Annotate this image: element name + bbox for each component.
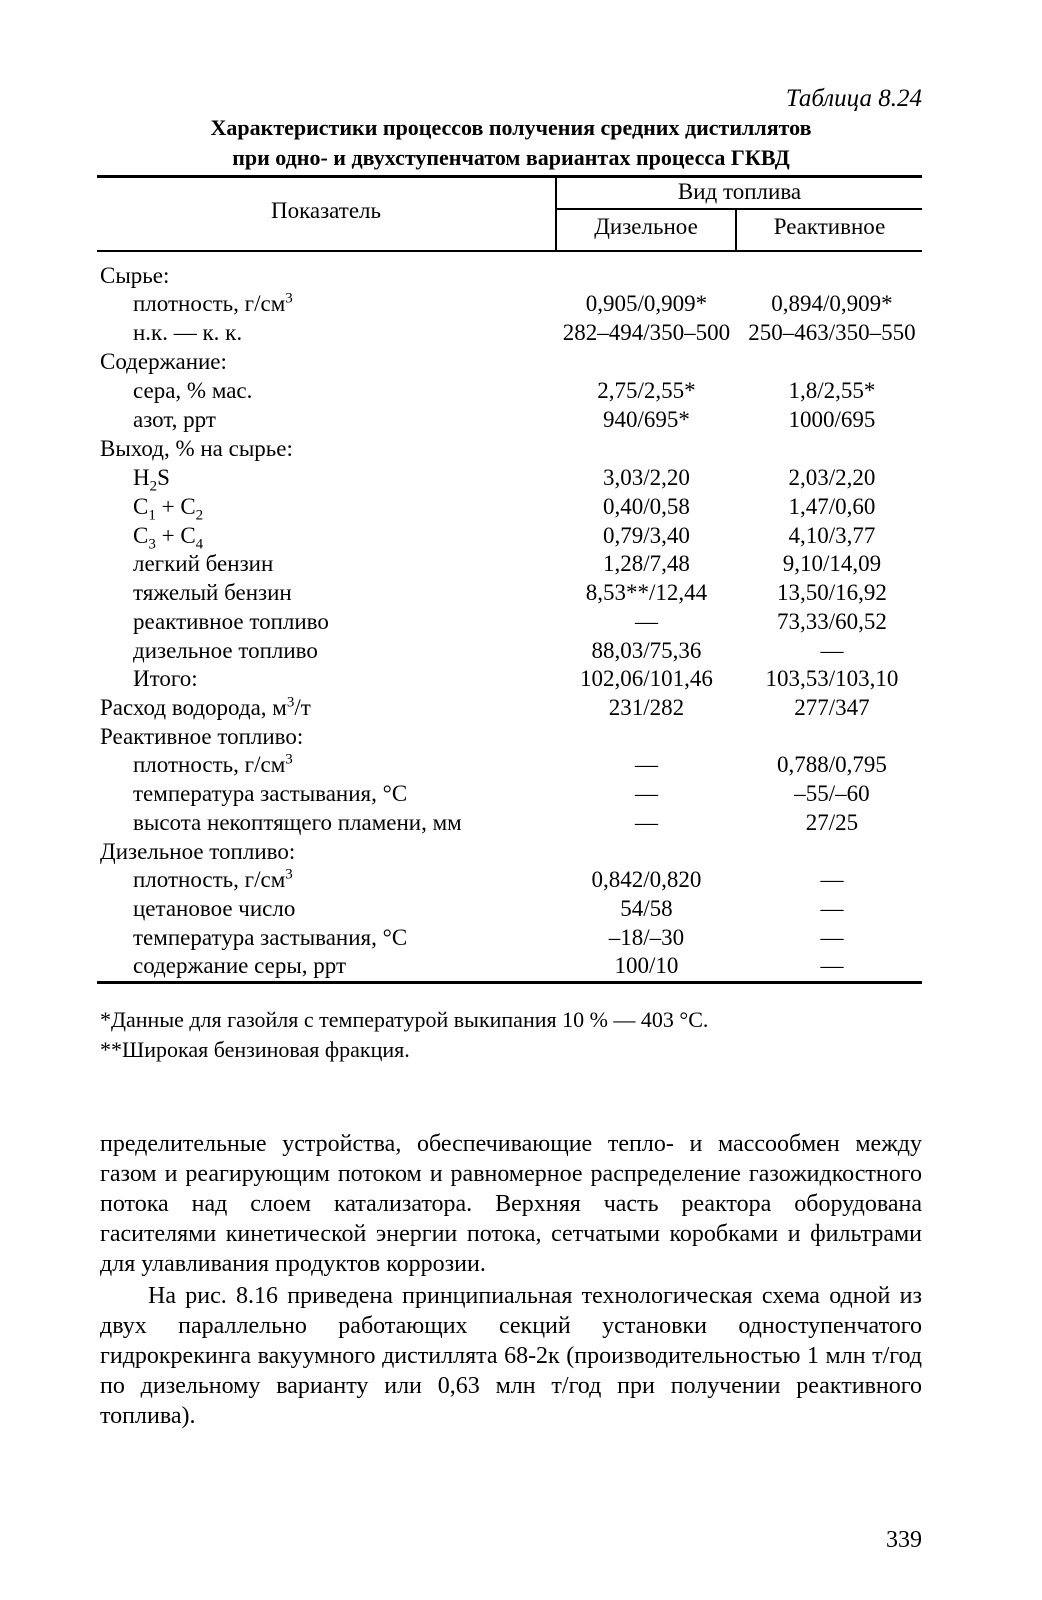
diesel-value: 2,75/2,55* bbox=[597, 378, 696, 403]
table-row-smoke-point bbox=[0, 808, 1042, 837]
table-top-rule bbox=[97, 175, 922, 178]
jet-value: — bbox=[820, 925, 844, 950]
row-label: Содержание: bbox=[100, 349, 227, 374]
row-label: тяжелый бензин bbox=[133, 580, 292, 605]
row-label: реактивное топливо bbox=[133, 609, 329, 634]
table-row-total bbox=[0, 664, 1042, 693]
row-label: плотность, $г/см^3$ bbox=[133, 751, 293, 777]
jet-value: — bbox=[820, 896, 844, 921]
table-row-nitrogen bbox=[0, 405, 1042, 434]
row-label: Выход, % на сырье: bbox=[100, 436, 293, 461]
table-row-cetane-number bbox=[0, 894, 1042, 923]
table-row-jet-fuel-yield bbox=[0, 607, 1042, 636]
header-jet: Реактивное bbox=[773, 214, 886, 239]
jet-value: 9,10/14,09 bbox=[782, 551, 882, 576]
table-row-heavy-gasoline bbox=[0, 578, 1042, 607]
row-label: Сырье: bbox=[100, 263, 170, 288]
row-label: азот, ррт bbox=[133, 407, 216, 432]
diesel-value: — bbox=[635, 752, 658, 777]
jet-value: –55/–60 bbox=[794, 781, 870, 806]
table-row-boiling-range bbox=[0, 318, 1042, 347]
row-label: сера, % мас. bbox=[133, 378, 253, 403]
table-row-raw-material bbox=[0, 261, 1042, 290]
row-label: температура застывания, °С bbox=[133, 781, 408, 806]
diesel-value: 282–494/350–500 bbox=[562, 320, 731, 345]
table-row-c1-c2 bbox=[0, 492, 1042, 524]
table-row-diesel-density bbox=[0, 865, 1042, 894]
jet-value: 103,53/103,10 bbox=[765, 666, 899, 691]
diesel-value: 3,03/2,20 bbox=[603, 465, 690, 490]
row-label: $C_1 + C_2$ bbox=[133, 494, 204, 524]
footnote-1: *Данные для газойля с температурой выкипания 10 % — 403 °С. bbox=[100, 1007, 709, 1032]
diesel-value: 88,03/75,36 bbox=[591, 638, 702, 663]
row-label: легкий бензин bbox=[133, 551, 274, 576]
table-number: Таблица 8.24 bbox=[785, 85, 922, 112]
jet-value: 2,03/2,20 bbox=[788, 465, 876, 490]
jet-value: 277/347 bbox=[794, 695, 870, 720]
diesel-value: 0,905/0,909* bbox=[585, 291, 708, 316]
header-fuel-type: Вид топлива bbox=[677, 179, 802, 204]
table-title bbox=[100, 113, 922, 173]
jet-value: 4,10/3,77 bbox=[788, 523, 876, 548]
page-number: 339 bbox=[886, 1527, 922, 1553]
diesel-value: 8,53**/12,44 bbox=[585, 580, 708, 605]
row-label: высота некоптящего пламени, мм bbox=[133, 810, 462, 835]
table-bottom-rule bbox=[97, 981, 922, 984]
jet-value: 250–463/350–550 bbox=[748, 320, 916, 345]
row-label: дизельное топливо bbox=[133, 638, 318, 663]
diesel-value: 0,79/3,40 bbox=[603, 523, 690, 548]
row-label: плотность, $г/см^3$ bbox=[133, 866, 293, 892]
table-row-jet-pour-point bbox=[0, 779, 1042, 808]
diesel-value: 54/58 bbox=[620, 896, 673, 921]
diesel-value: — bbox=[635, 609, 658, 634]
diesel-value: 1,28/7,48 bbox=[603, 551, 690, 576]
table-row-sulfur bbox=[0, 376, 1042, 405]
jet-value: 27/25 bbox=[805, 810, 859, 835]
table-row-jet-fuel-section bbox=[0, 722, 1042, 751]
jet-value: — bbox=[820, 953, 844, 978]
header-bottom-rule bbox=[97, 250, 922, 252]
row-label: цетановое число bbox=[133, 896, 296, 921]
header-diesel: Дизельное bbox=[594, 214, 698, 239]
table-row-diesel-fuel-section bbox=[0, 837, 1042, 866]
diesel-value: –18/–30 bbox=[608, 925, 685, 950]
row-label: н.к. — к. к. bbox=[133, 320, 243, 345]
table-row-yield bbox=[0, 434, 1042, 463]
diesel-value: 0,842/0,820 bbox=[591, 867, 702, 892]
row-label: Итого: bbox=[133, 666, 198, 691]
table-title-line-2: при одно- и двухступенчатом вариантах процесса ГКВД bbox=[232, 145, 790, 170]
table-row-diesel-pour-point bbox=[0, 923, 1042, 952]
jet-value: — bbox=[820, 867, 844, 892]
table-row-light-gasoline bbox=[0, 549, 1042, 578]
jet-value: 1,47/0,60 bbox=[788, 494, 876, 519]
header-indicator: Показатель bbox=[270, 198, 382, 223]
table-row-c3-c4 bbox=[0, 521, 1042, 553]
table-row-jet-density bbox=[0, 750, 1042, 779]
row-label: Дизельное топливо: bbox=[100, 839, 296, 864]
row-label: содержание серы, ррт bbox=[133, 953, 347, 978]
table-row-hydrogen-consumption bbox=[0, 693, 1042, 722]
diesel-value: 231/282 bbox=[608, 695, 685, 720]
row-label: температура застывания, °С bbox=[133, 925, 408, 950]
table-title-line-1: Характеристики процессов получения средних дистиллятов bbox=[210, 115, 812, 140]
diesel-value: — bbox=[635, 781, 658, 806]
table-row-diesel-fuel-yield bbox=[0, 636, 1042, 665]
table-row-feed-density bbox=[0, 289, 1042, 318]
jet-value: 73,33/60,52 bbox=[777, 609, 887, 634]
row-label: Расход водорода, $м^3/т$ bbox=[100, 694, 311, 720]
body-paragraph-1: пределительные устройства, обеспечивающие тепло- и массообмен между газом и реагирующим потоком и равномерное распределение газожидкостного потока над слоем катализатора. Верхняя часть реактора оборудована гасителями кинетической энергии потока, сетчатыми коробками и фильтрами для улавливания продуктов коррозии. bbox=[100, 1131, 922, 1277]
diesel-value: 940/695* bbox=[603, 407, 690, 432]
table-row-content bbox=[0, 347, 1042, 376]
diesel-value: 102,06/101,46 bbox=[580, 666, 713, 691]
table-row-h2s bbox=[0, 463, 1042, 495]
jet-value: 1,8/2,55* bbox=[788, 378, 876, 403]
footnote-2: **Широкая бензиновая фракция. bbox=[100, 1037, 410, 1062]
jet-value: 1000/695 bbox=[788, 407, 876, 432]
header-mid-rule bbox=[556, 208, 922, 210]
jet-value: 0,894/0,909* bbox=[771, 291, 893, 316]
table-row-sulfur-content bbox=[0, 951, 1042, 980]
body-paragraph-2: На рис. 8.16 приведена принципиальная технологическая схема одной из двух параллельно работающих секций установки одноступенчатого гидрокрекинга вакуумного дистиллята 68-2к (производительностью 1 млн т/год по дизельному варианту или 0,63 млн т/год при получении реактивного топлива). bbox=[100, 1283, 922, 1429]
row-label: $H_2S$ bbox=[133, 465, 170, 495]
diesel-value: 100/10 bbox=[614, 953, 679, 978]
row-label: Реактивное топливо: bbox=[100, 724, 304, 749]
jet-value: 0,788/0,795 bbox=[777, 752, 887, 777]
jet-value: — bbox=[820, 638, 844, 663]
jet-value: 13,50/16,92 bbox=[777, 580, 887, 605]
diesel-value: 0,40/0,58 bbox=[603, 494, 690, 519]
diesel-value: — bbox=[635, 810, 658, 835]
row-label: $C_3 + C_4$ bbox=[133, 523, 204, 553]
row-label: плотность, $г/см^3$ bbox=[133, 290, 293, 316]
